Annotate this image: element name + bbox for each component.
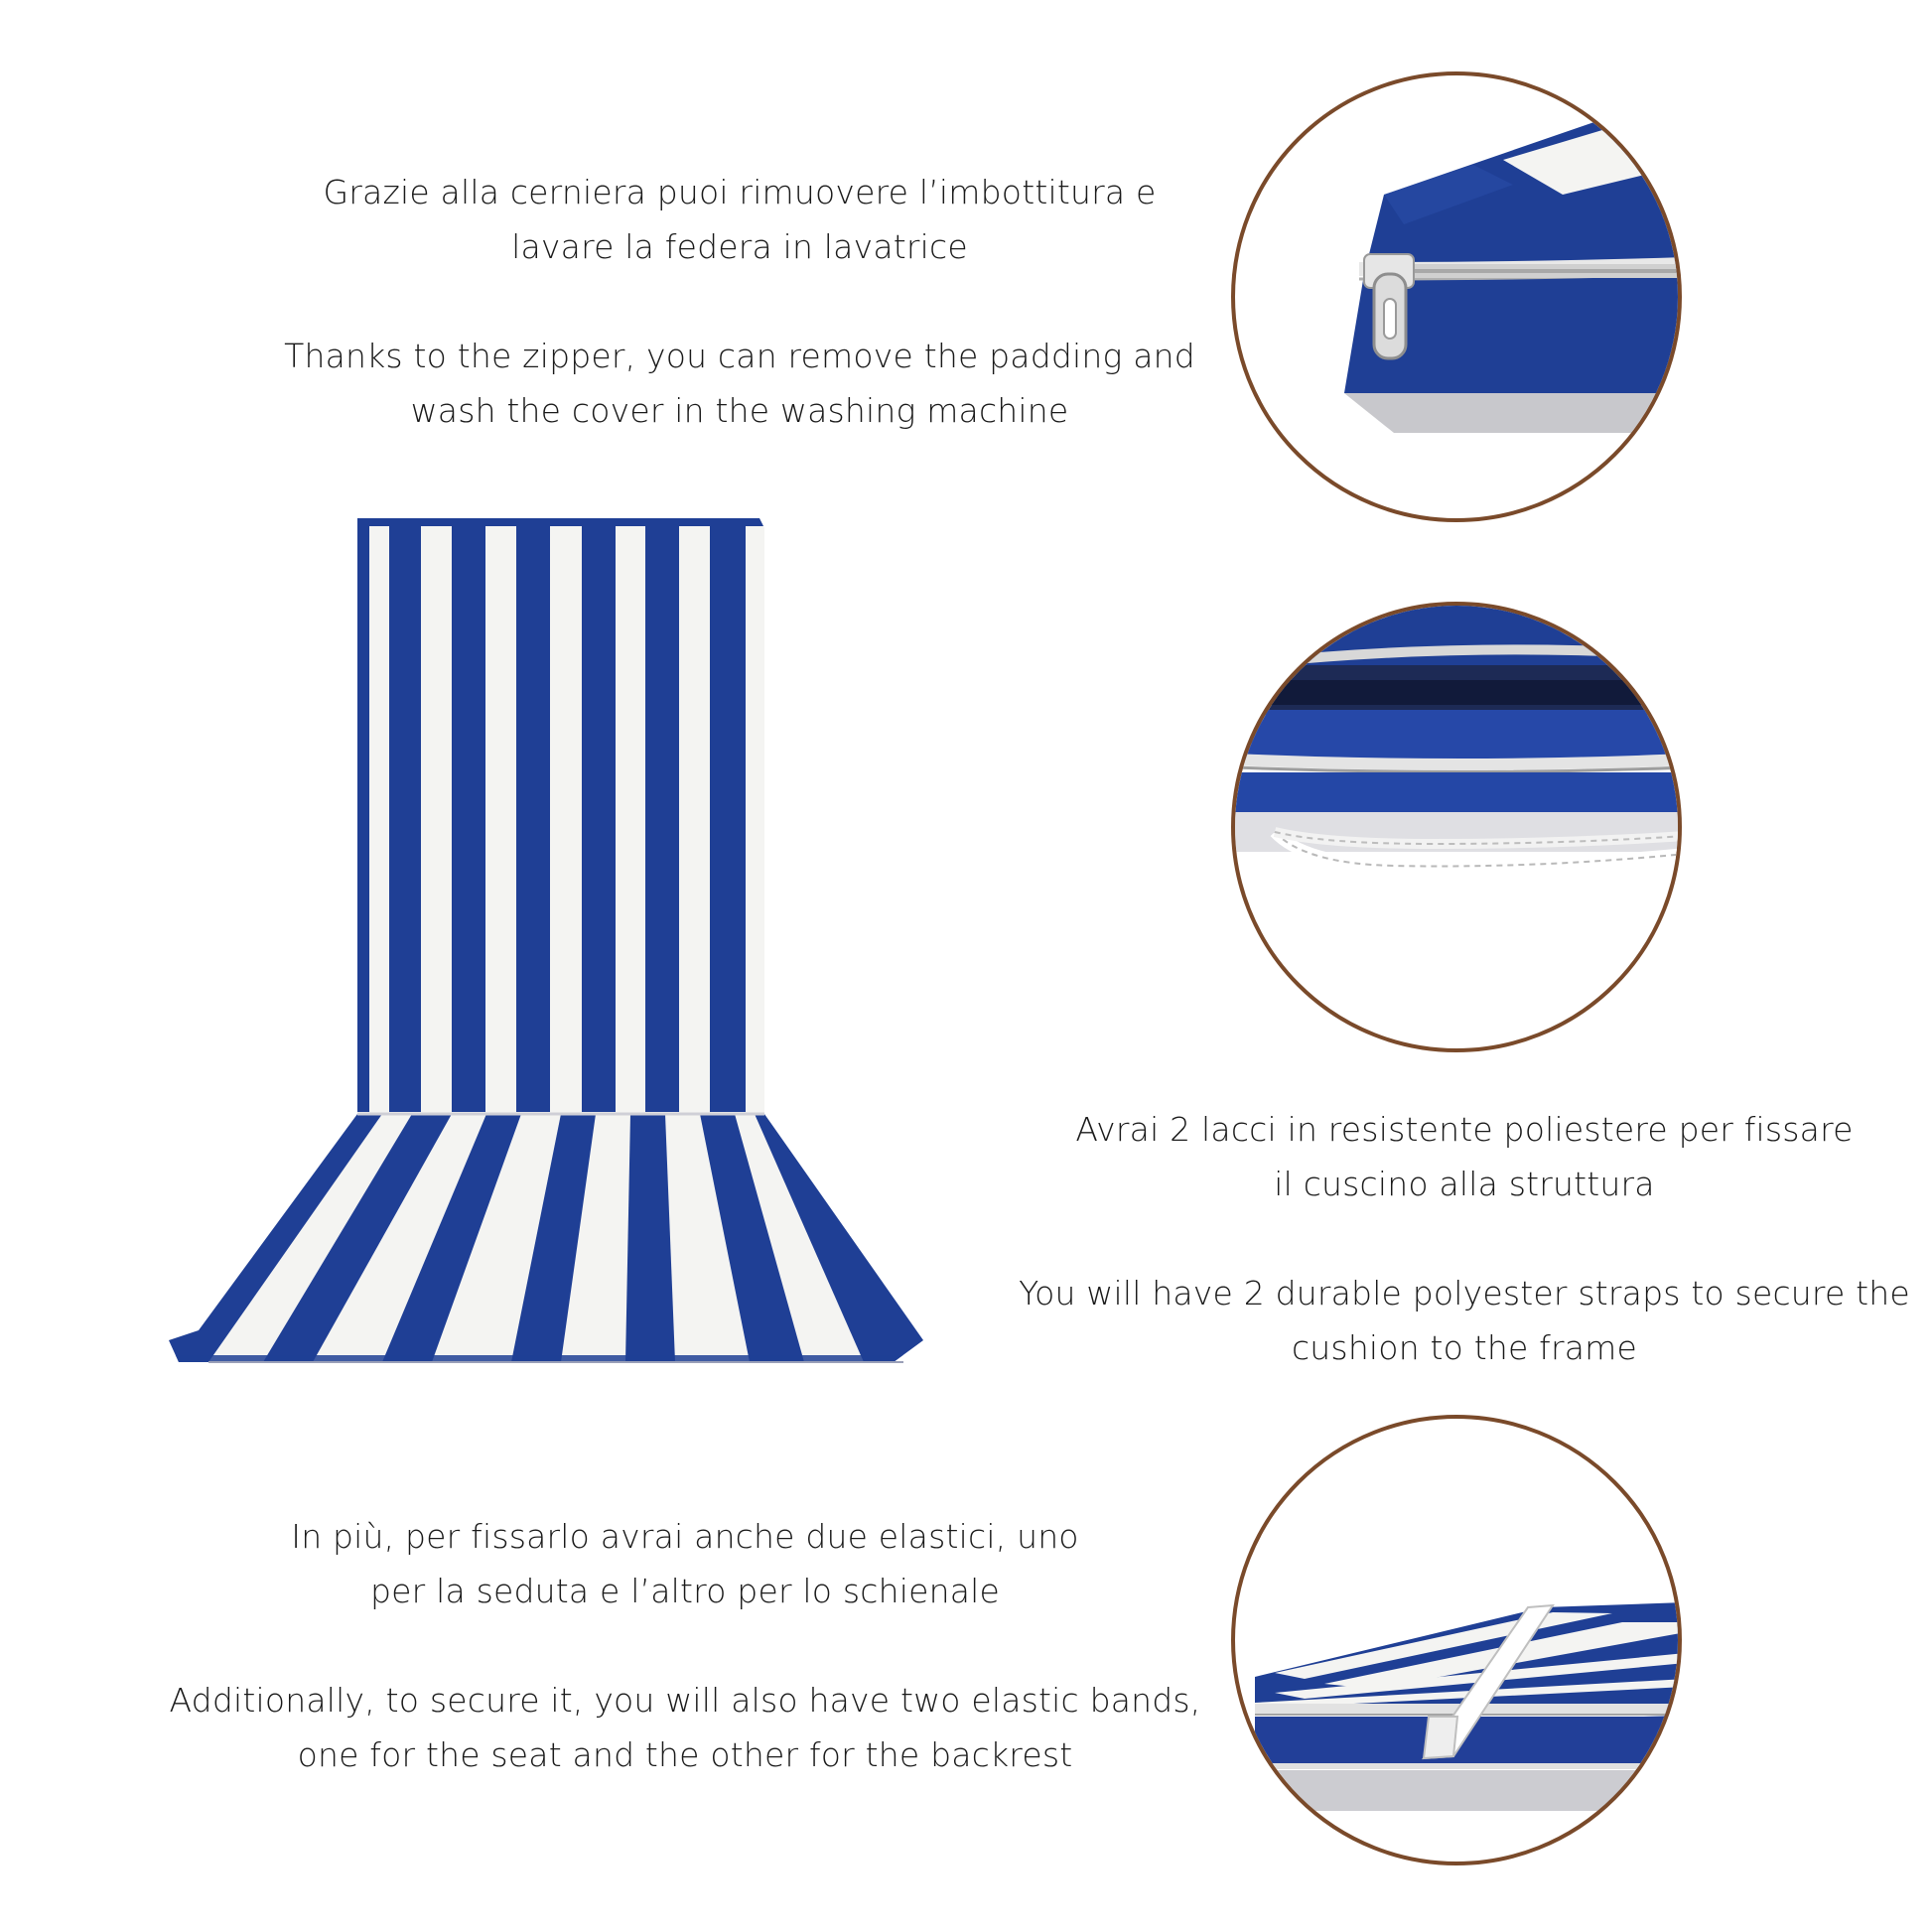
elastic-band-closeup-icon bbox=[1231, 1415, 1682, 1865]
zipper-closeup-icon bbox=[1231, 71, 1682, 522]
zipper-closeup-illustration bbox=[1235, 75, 1682, 522]
strap-closeup-illustration bbox=[1235, 606, 1682, 1052]
straps-italian-line-1: Avrai 2 lacci in resistente poliestere per fissare bbox=[1075, 1110, 1854, 1149]
straps-english-line-1: You will have 2 durable polyester straps to secure the bbox=[1019, 1274, 1910, 1312]
straps-english-line-2: cushion to the frame bbox=[1291, 1328, 1638, 1367]
straps-italian-line-2: il cuscino alla struttura bbox=[1274, 1165, 1655, 1203]
elastic-english-line-1: Additionally, to secure it, you will also have two elastic bands, bbox=[169, 1681, 1201, 1720]
elastic-italian-line-2: per la seduta e l’altro per lo schienale bbox=[370, 1572, 1000, 1610]
zipper-english-line-2: wash the cover in the washing machine bbox=[410, 391, 1069, 430]
strap-closeup-icon bbox=[1231, 602, 1682, 1052]
striped-cushion-illustration bbox=[169, 506, 943, 1380]
zipper-italian-line-2: lavare la federa in lavatrice bbox=[511, 227, 968, 266]
striped-lounger-cushion-icon bbox=[169, 506, 943, 1384]
elastic-band-closeup-illustration bbox=[1235, 1419, 1682, 1865]
straps-description bbox=[1008, 1102, 1921, 1375]
elastic-description bbox=[139, 1509, 1231, 1782]
zipper-description bbox=[248, 165, 1231, 438]
zipper-italian-line-1: Grazie alla cerniera puoi rimuovere l’imbottitura e bbox=[323, 173, 1157, 211]
elastic-english-line-2: one for the seat and the other for the backrest bbox=[297, 1735, 1073, 1774]
elastic-italian-line-1: In più, per fissarlo avrai anche due elastici, uno bbox=[291, 1517, 1079, 1556]
zipper-english-line-1: Thanks to the zipper, you can remove the padding and bbox=[284, 337, 1195, 375]
